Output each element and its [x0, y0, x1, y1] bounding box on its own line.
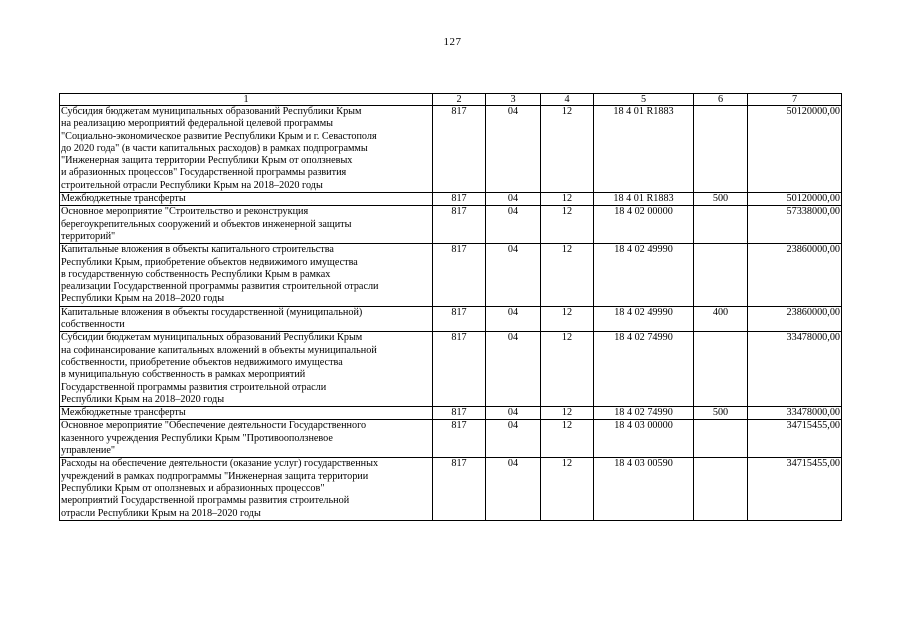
- column-header-2: 2: [433, 94, 486, 106]
- ministry-code: 817: [433, 193, 486, 206]
- amount: 50120000,00: [748, 193, 842, 206]
- amount: 34715455,00: [748, 458, 842, 520]
- table-row: [60, 244, 842, 306]
- table-row: [60, 206, 842, 244]
- subsection-code: 12: [541, 458, 594, 520]
- column-header-7: 7: [748, 94, 842, 106]
- row-name: Субсидии бюджетам муниципальных образований Республики Крым на софинансирование капитальных вложений в объекты муниципальной собственности, приобретение объектов недвижимого имущества в муниципальную собственность в рамках мероприятий Государственной программы развития строительной отрасли Республики Крым на 2018–2020 годы: [60, 332, 433, 407]
- column-header-3: 3: [486, 94, 541, 106]
- amount: 23860000,00: [748, 244, 842, 306]
- section-code: 04: [486, 407, 541, 420]
- target-article-code: 18 4 01 R1883: [594, 106, 694, 193]
- row-name: Расходы на обеспечение деятельности (оказание услуг) государственных учреждений в рамках подпрограммы "Инженерная защита территории Республики Крым от оползневых и абразионных процессов" мероприятий Государственной программы развития строительной отрасли Республики Крым на 2018–2020 годы: [60, 458, 433, 520]
- ministry-code: 817: [433, 206, 486, 244]
- target-article-code: 18 4 02 00000: [594, 206, 694, 244]
- amount: 34715455,00: [748, 420, 842, 458]
- ministry-code: 817: [433, 407, 486, 420]
- section-code: 04: [486, 458, 541, 520]
- expense-type-code: 500: [694, 193, 748, 206]
- subsection-code: 12: [541, 420, 594, 458]
- header-row: [60, 94, 842, 106]
- section-code: 04: [486, 193, 541, 206]
- ministry-code: 817: [433, 106, 486, 193]
- subsection-code: 12: [541, 193, 594, 206]
- target-article-code: 18 4 02 49990: [594, 306, 694, 332]
- ministry-code: 817: [433, 458, 486, 520]
- column-header-1: 1: [60, 94, 433, 106]
- subsection-code: 12: [541, 106, 594, 193]
- column-header-5: 5: [594, 94, 694, 106]
- expense-type-code: [694, 332, 748, 407]
- target-article-code: 18 4 02 49990: [594, 244, 694, 306]
- page-number: 127: [443, 36, 462, 48]
- budget-table: [59, 93, 842, 521]
- expense-type-code: 500: [694, 407, 748, 420]
- target-article-code: 18 4 02 74990: [594, 407, 694, 420]
- expense-type-code: [694, 458, 748, 520]
- ministry-code: 817: [433, 306, 486, 332]
- amount: 57338000,00: [748, 206, 842, 244]
- subsection-code: 12: [541, 244, 594, 306]
- subsection-code: 12: [541, 407, 594, 420]
- ministry-code: 817: [433, 244, 486, 306]
- column-header-6: 6: [694, 94, 748, 106]
- row-name: Субсидия бюджетам муниципальных образований Республики Крым на реализацию мероприятий федеральной целевой программы "Социально-экономическое развитие Республики Крым и г. Севастополя до 2020 года" (в части капитальных расходов) в рамках подпрограммы "Инженерная защита территории Республики Крым от оползневых и абразионных процессов" Государственной программы развития строительной отрасли Республики Крым на 2018–2020 годы: [60, 106, 433, 193]
- expense-type-code: [694, 420, 748, 458]
- target-article-code: 18 4 02 74990: [594, 332, 694, 407]
- table-row: [60, 332, 842, 407]
- target-article-code: 18 4 03 00000: [594, 420, 694, 458]
- amount: 33478000,00: [748, 407, 842, 420]
- table-row: [60, 407, 842, 420]
- amount: 33478000,00: [748, 332, 842, 407]
- expense-type-code: [694, 244, 748, 306]
- target-article-code: 18 4 03 00590: [594, 458, 694, 520]
- section-code: 04: [486, 244, 541, 306]
- expense-type-code: [694, 106, 748, 193]
- subsection-code: 12: [541, 206, 594, 244]
- amount: 23860000,00: [748, 306, 842, 332]
- table-row: [60, 420, 842, 458]
- section-code: 04: [486, 206, 541, 244]
- subsection-code: 12: [541, 306, 594, 332]
- row-name: Основное мероприятие "Строительство и реконструкция берегоукрепительных сооружений и объектов инженерной защиты территорий": [60, 206, 433, 244]
- table-row: [60, 306, 842, 332]
- row-name: Капитальные вложения в объекты капитального строительства Республики Крым, приобретение объектов недвижимого имущества в государственную собственность Республики Крым в рамках реализации Государственной программы развития строительной отрасли Республики Крым на 2018–2020 годы: [60, 244, 433, 306]
- section-code: 04: [486, 306, 541, 332]
- expense-type-code: 400: [694, 306, 748, 332]
- expense-type-code: [694, 206, 748, 244]
- column-header-4: 4: [541, 94, 594, 106]
- section-code: 04: [486, 332, 541, 407]
- row-name: Основное мероприятие "Обеспечение деятельности Государственного казенного учреждения Республики Крым "Противооползневое управление": [60, 420, 433, 458]
- table-row: [60, 106, 842, 193]
- table-row: [60, 193, 842, 206]
- section-code: 04: [486, 106, 541, 193]
- ministry-code: 817: [433, 420, 486, 458]
- row-name: Межбюджетные трансферты: [60, 407, 433, 420]
- subsection-code: 12: [541, 332, 594, 407]
- section-code: 04: [486, 420, 541, 458]
- amount: 50120000,00: [748, 106, 842, 193]
- table-row: [60, 458, 842, 520]
- target-article-code: 18 4 01 R1883: [594, 193, 694, 206]
- row-name: Капитальные вложения в объекты государственной (муниципальной) собственности: [60, 306, 433, 332]
- ministry-code: 817: [433, 332, 486, 407]
- row-name: Межбюджетные трансферты: [60, 193, 433, 206]
